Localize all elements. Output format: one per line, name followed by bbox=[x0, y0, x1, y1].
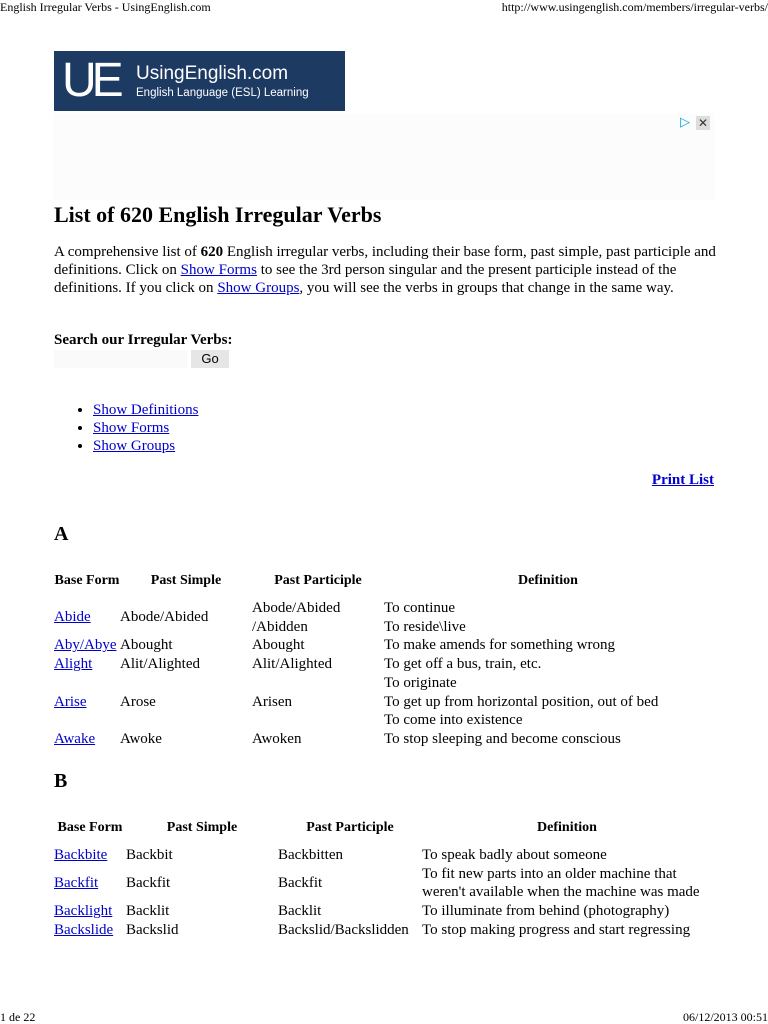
column-base-form: Base Form bbox=[57, 819, 123, 835]
verb-count: 620 bbox=[200, 244, 224, 260]
definition-line: To fit new parts into an older machine that weren't available when the machine was made bbox=[422, 865, 700, 901]
table-row bbox=[54, 674, 712, 730]
definition-cell bbox=[384, 730, 712, 749]
past-participle-cell: Abode/Abided /Abidden bbox=[252, 600, 341, 635]
table-header-row bbox=[54, 810, 712, 846]
logo-name: UsingEnglish.com bbox=[136, 63, 289, 84]
verb-link[interactable]: Backfit bbox=[54, 875, 99, 892]
print-footer bbox=[0, 1008, 768, 1024]
show-forms-link[interactable]: Show Forms bbox=[180, 262, 257, 279]
search-input[interactable] bbox=[54, 350, 188, 368]
column-definition: Definition bbox=[537, 819, 597, 835]
print-timestamp: 06/12/2013 00:51 bbox=[682, 1010, 768, 1024]
definition-cell bbox=[422, 921, 712, 940]
show-groups-option-link[interactable]: Show Groups bbox=[93, 438, 176, 455]
list-item bbox=[93, 419, 198, 437]
close-icon[interactable]: ✕ bbox=[697, 116, 709, 130]
definition-line: To make amends for something wrong bbox=[384, 637, 615, 654]
column-past-simple: Past Simple bbox=[166, 819, 238, 835]
show-forms-option-link[interactable]: Show Forms bbox=[93, 420, 170, 437]
print-page-title: English Irregular Verbs - UsingEnglish.com bbox=[0, 0, 211, 14]
past-participle-cell: Awoken bbox=[252, 730, 302, 747]
definition-cell bbox=[384, 599, 712, 636]
page-number: 1 de 22 bbox=[0, 1010, 36, 1024]
intro-text: , you will see the verbs in groups that change in the same way. bbox=[299, 280, 674, 297]
past-simple-cell: Backfit bbox=[126, 875, 171, 892]
past-simple-cell: Arose bbox=[120, 693, 156, 710]
definition-line: To illuminate from behind (photography) bbox=[422, 903, 670, 920]
intro-paragraph bbox=[54, 243, 722, 298]
page-title: List of 620 English Irregular Verbs bbox=[54, 202, 382, 227]
past-participle-cell: Abought bbox=[252, 637, 305, 654]
definition-cell bbox=[384, 655, 712, 674]
verb-link[interactable]: Backslide bbox=[54, 921, 114, 938]
definition-line: To reside\live bbox=[384, 618, 466, 635]
show-definitions-link[interactable]: Show Definitions bbox=[93, 402, 199, 418]
column-past-participle: Past Participle bbox=[274, 572, 362, 588]
table-row bbox=[54, 902, 712, 921]
past-participle-cell: Backbitten bbox=[278, 847, 343, 863]
search-label: Search our Irregular Verbs: bbox=[54, 332, 233, 348]
column-definition: Definition bbox=[518, 572, 578, 588]
column-past-participle: Past Participle bbox=[306, 819, 394, 835]
table-row bbox=[54, 730, 712, 749]
verbs-table-b bbox=[54, 810, 712, 940]
past-participle-cell: Arisen bbox=[252, 693, 292, 710]
definition-line: To stop making progress and start regressing bbox=[422, 921, 691, 938]
print-page-url: http://www.usingenglish.com/members/irregular-verbs/ bbox=[501, 0, 768, 14]
verb-link[interactable]: Awake bbox=[54, 730, 96, 747]
intro-text: A comprehensive list of bbox=[54, 244, 201, 260]
past-simple-cell: Alit/Alighted bbox=[120, 656, 200, 673]
definition-line: To originate bbox=[384, 674, 457, 691]
print-header bbox=[0, 0, 768, 16]
verb-link[interactable]: Alight bbox=[54, 656, 93, 673]
past-participle-cell: Backlit bbox=[278, 903, 322, 920]
past-simple-cell: Backslid bbox=[126, 921, 179, 938]
table-row bbox=[54, 865, 712, 902]
definition-line: To get off a bus, train, etc. bbox=[384, 656, 542, 673]
print-list-link[interactable]: Print List bbox=[651, 472, 714, 488]
section-heading-a: A bbox=[54, 523, 69, 545]
definition-cell bbox=[422, 865, 712, 902]
past-participle-cell: Backfit bbox=[278, 875, 323, 892]
past-simple-cell: Backlit bbox=[126, 903, 170, 920]
list-item bbox=[93, 401, 198, 419]
definition-line: To speak badly about someone bbox=[422, 847, 607, 863]
past-simple-cell: Abought bbox=[120, 637, 173, 654]
intro-text: to see the 3rd person singular and the present participle instead of the definitions. If you click on bbox=[54, 262, 677, 297]
verb-link[interactable]: Aby/Abye bbox=[54, 637, 117, 654]
definition-cell bbox=[384, 674, 712, 730]
column-base-form: Base Form bbox=[54, 572, 120, 588]
go-button[interactable]: Go bbox=[191, 350, 229, 368]
definition-cell bbox=[384, 636, 712, 655]
list-item bbox=[93, 437, 198, 455]
verb-link[interactable]: Arise bbox=[54, 693, 87, 710]
past-participle-cell: Alit/Alighted bbox=[252, 656, 332, 673]
table-header-row bbox=[54, 563, 712, 599]
verb-link[interactable]: Backlight bbox=[54, 903, 113, 920]
past-simple-cell: Backbit bbox=[126, 847, 173, 863]
show-groups-link[interactable]: Show Groups bbox=[217, 280, 300, 297]
view-options bbox=[54, 401, 198, 456]
table-row bbox=[54, 599, 712, 636]
ad-choices[interactable] bbox=[680, 116, 710, 130]
verbs-table-a bbox=[54, 563, 712, 749]
past-simple-cell: Awoke bbox=[120, 730, 162, 747]
past-simple-cell: Abode/Abided bbox=[120, 609, 209, 626]
column-past-simple: Past Simple bbox=[150, 572, 222, 588]
site-logo[interactable] bbox=[54, 51, 345, 111]
logo-tagline: English Language (ESL) Learning bbox=[136, 87, 309, 99]
section-heading-b: B bbox=[54, 770, 68, 792]
definition-cell bbox=[422, 902, 712, 921]
intro-text: English irregular verbs, including their base form, past simple, past participle and definitions. Click on bbox=[54, 244, 716, 279]
logo-mark: UE bbox=[62, 54, 119, 107]
definition-line: To continue bbox=[384, 600, 456, 616]
definition-line: To stop sleeping and become conscious bbox=[384, 730, 621, 747]
ad-banner[interactable] bbox=[54, 114, 714, 200]
table-row bbox=[54, 846, 712, 865]
definition-line: To come into existence bbox=[384, 712, 523, 729]
table-row bbox=[54, 921, 712, 940]
table-row bbox=[54, 655, 712, 674]
definition-line: To get up from horizontal position, out of bed bbox=[384, 693, 659, 710]
definition-cell bbox=[422, 846, 712, 865]
verb-link[interactable]: Abide bbox=[54, 609, 91, 626]
adchoices-icon[interactable]: ▷ bbox=[680, 114, 690, 129]
past-participle-cell: Backslid/Backslidden bbox=[278, 921, 409, 938]
table-row bbox=[54, 636, 712, 655]
verb-link[interactable]: Backbite bbox=[54, 847, 108, 863]
